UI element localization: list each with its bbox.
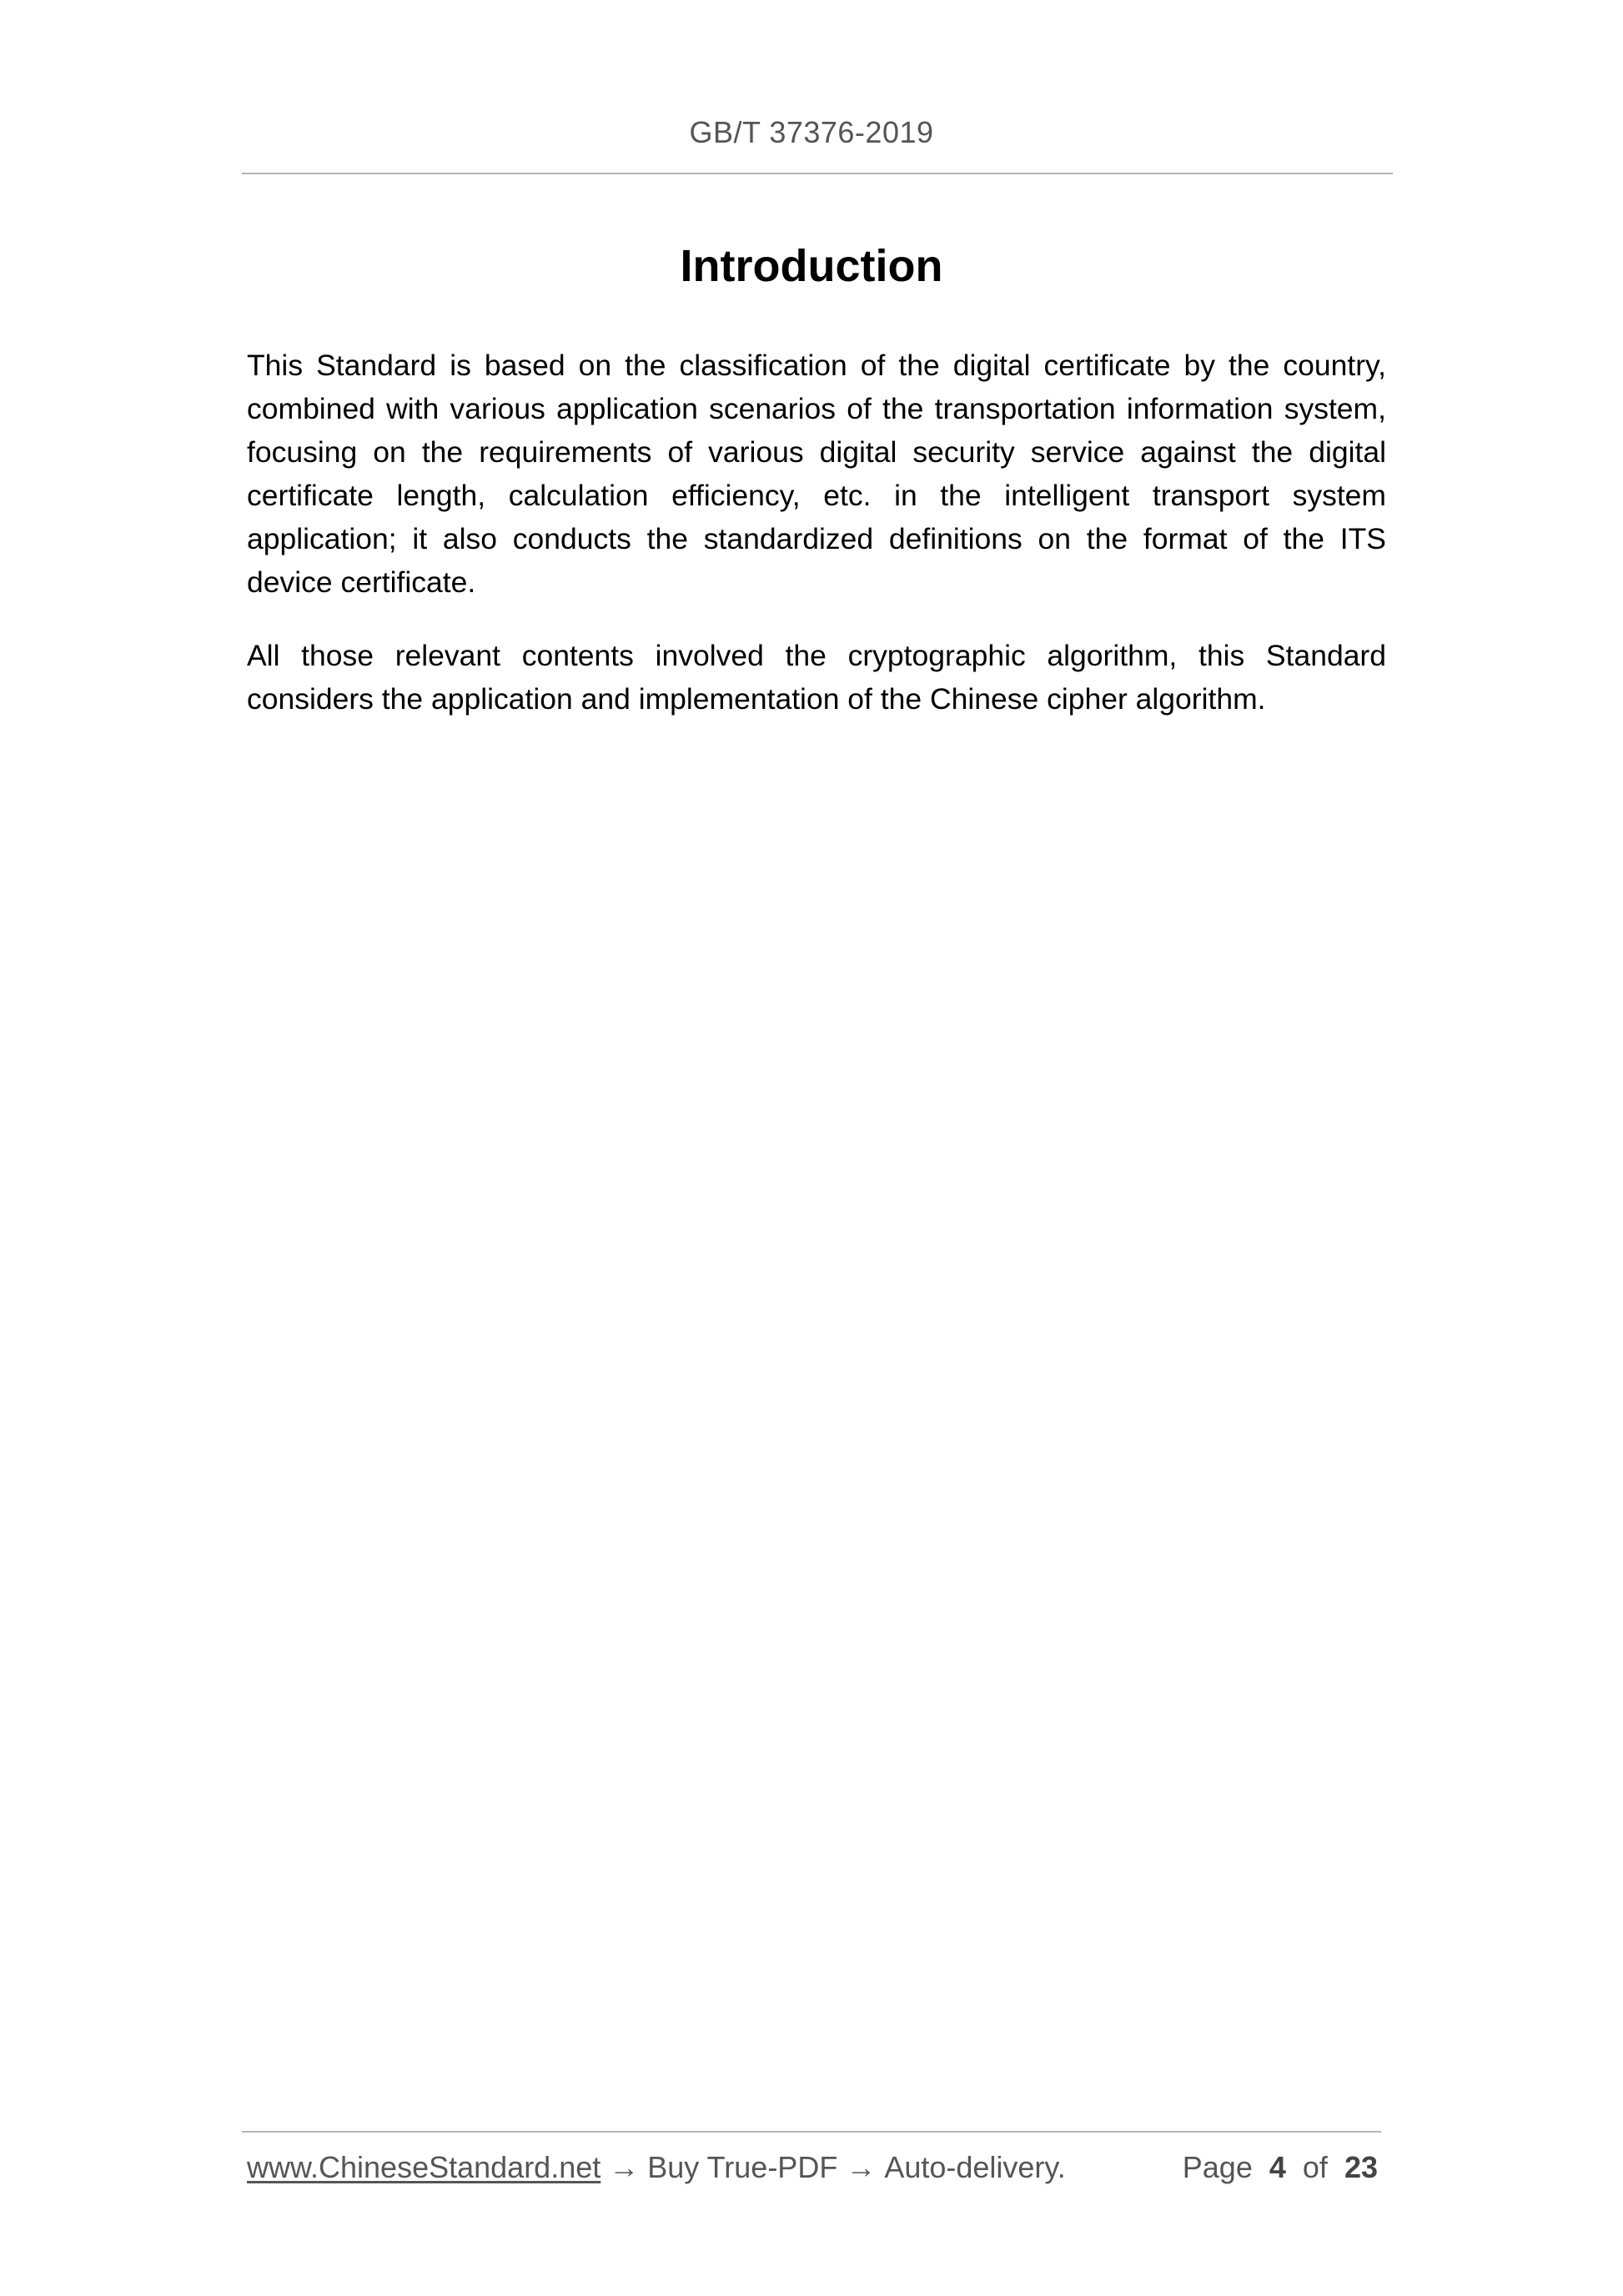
document-code-header: GB/T 37376-2019 bbox=[689, 115, 934, 149]
footer bbox=[247, 2150, 1378, 2192]
delivery-text: Auto-delivery. bbox=[884, 2150, 1066, 2184]
buy-text: Buy True-PDF bbox=[647, 2150, 838, 2184]
arrow-right-icon: → bbox=[846, 2150, 877, 2184]
paragraph-1: This Standard is based on the classification of the digital certificate by the country, combined with various application scenarios of the transportation information system, focusing on the requirements of various digital security service against the digital certificate length, calculation efficiency, etc. in the intelligent transport system application; it also conducts the standardized definitions on the format of the ITS device certificate. bbox=[247, 349, 1386, 599]
page-number: 4 bbox=[1269, 2150, 1286, 2184]
arrow-right-icon: → bbox=[609, 2150, 640, 2184]
website-link[interactable]: www.ChineseStandard.net bbox=[247, 2150, 601, 2184]
header-divider bbox=[242, 173, 1393, 174]
footer-promo bbox=[247, 2150, 1066, 2185]
section-title: Introduction bbox=[680, 241, 943, 291]
page-label: Page bbox=[1182, 2150, 1253, 2184]
footer-divider bbox=[242, 2131, 1381, 2133]
of-label: of bbox=[1302, 2150, 1328, 2184]
paragraph-2: All those relevant contents involved the cryptographic algorithm, this Standard considers the application and implementation of the Chinese cipher algorithm. bbox=[247, 639, 1386, 716]
page-indicator bbox=[1183, 2150, 1378, 2185]
page-total: 23 bbox=[1344, 2150, 1378, 2184]
